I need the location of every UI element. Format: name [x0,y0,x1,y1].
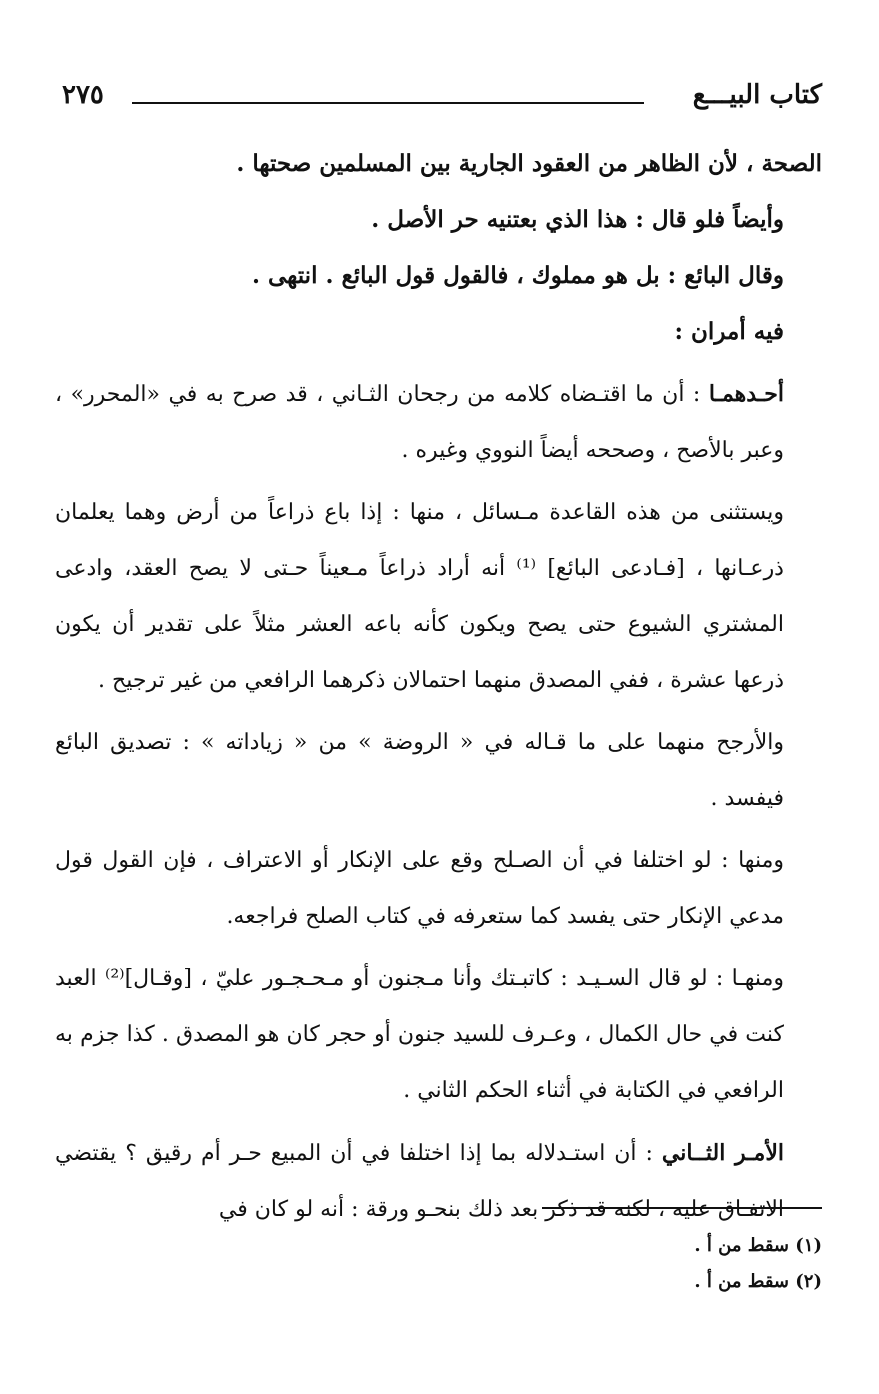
page-header [62,80,822,120]
running-title: كتاب البيـــع [692,80,822,110]
page-number: ٢٧٥ [62,80,104,110]
page-body [55,136,822,1238]
paragraph-master-claim: ومنهـا : لو قال السـيـد : كاتبـتك وأنا مـجنون أو مـحـجـور عليّ ، [وقـال]⁽²⁾ العبد كنت في حال الكمال ، وعـرف للسيد جنون أو حجر كان هو المصدق . كذا جزم به الرافعي في الكتابة في أثناء الحكم الثاني . [55,966,784,1103]
footnote-rule [542,1207,822,1209]
text-line-1: الصحة ، لأن الظاهر من العقود الجارية بين المسلمين صحتها . [236,150,822,177]
paragraph-first-matter [55,366,822,479]
paragraph-exceptions: ويستثنى من هذه القاعدة مـسائل ، منها : إذا باع ذراعاً من أرض وهما يعلمان ذرعـانها ، [فـادعى البائع] ⁽¹⁾ أنه أراد ذراعاً مـعيناً حـتى لا يصح العقد، وادعى المشتري الشيوع حتى يصح ويكون كأنه باعه العشر مثلاً على تقدير أن يكون ذرعها عشرة ، ففي المصدق منهما احتمالان ذكرهما الرافعي من غير ترجيح . [55,500,784,693]
text-line-3: وقال البائع : بل هو مملوك ، فالقول قول البائع . انتهى . [251,262,784,289]
paragraph-preferred-view: والأرجح منهما على ما قـاله في « الروضة » من « زياداته » : تصديق البائع فيفسد . [55,730,784,811]
first-matter-text: : أن ما اقتـضاه كلامه من رجحان الثـاني ، قد صرح به في «المحرر» ، وعبر بالأصح ، وصححه أيضاً النووي وغيره . [55,382,784,463]
text-line-2: وأيضاً فلو قال : هذا الذي بعتنيه حر الأصل . [371,206,784,233]
second-matter-heading: الأمـر الثــاني [661,1140,785,1166]
second-matter-text: : أن استـدلاله بما إذا اختلفا في أن المبيع حـر أم رقيق ؟ يقتضي الاتفـاق عليه ، لكنه قد ذكر بعد ذلك بنحـو ورقة : أنه لو كان في [55,1141,784,1222]
text-line-4: فيه أمران : [674,318,784,345]
footnote-2: (٢) سقط من أ . [694,1271,822,1292]
first-matter-heading: أحـدهمـا [708,381,784,407]
header-rule [132,102,644,104]
footnotes [422,1228,822,1300]
paragraph-second-matter [55,1125,822,1238]
paragraph-settlement: ومنها : لو اختلفا في أن الصـلح وقع على الإنكار أو الاعتراف ، فإن القول قول مدعي الإنكار حتى يفسد كما ستعرفه في كتاب الصلح فراجعه. [55,848,784,929]
footnote-1: (١) سقط من أ . [694,1235,822,1256]
